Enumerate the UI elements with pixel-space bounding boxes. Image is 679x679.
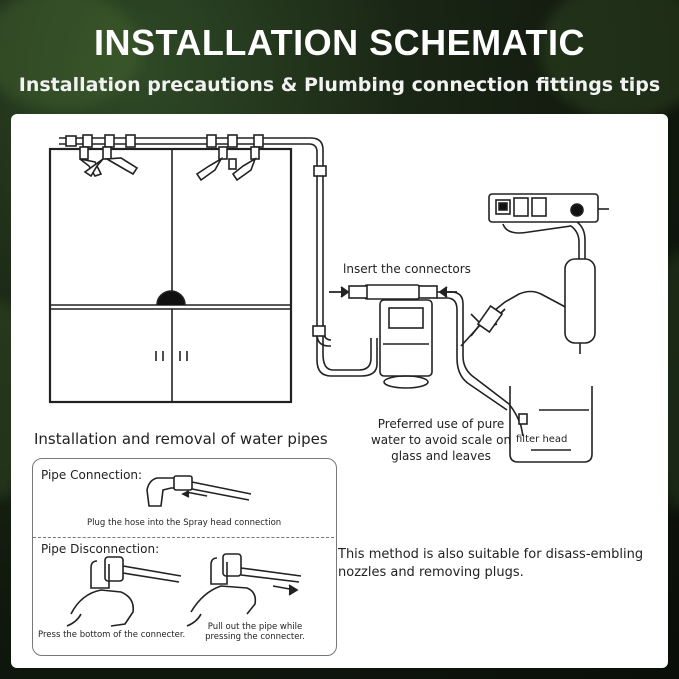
- pipe-connection-title: Pipe Connection:: [41, 468, 143, 482]
- spray-nozzles: [66, 135, 263, 180]
- page-subtitle: Installation precautions & Plumbing connection fittings tips: [18, 74, 661, 96]
- pipe-disconnection-title: Pipe Disconnection:: [41, 542, 160, 556]
- aquarium-cabinet: [50, 149, 291, 402]
- preferred-water-note: Preferred use of pure water to avoid scale on glass and leaves: [370, 417, 512, 463]
- pump: [349, 285, 509, 410]
- pull-caption: Pull out the pipe while pressing the connecter.: [205, 622, 305, 642]
- filter-head-label: filter head: [516, 434, 568, 445]
- pipe-connection-caption: Plug the hose into the Spray head connection: [87, 518, 282, 528]
- insert-connectors-label: lnsert the connectors: [343, 262, 471, 276]
- pipes-section-title: Installation and removal of water pipes: [34, 430, 328, 448]
- mist-tubing: [59, 138, 377, 376]
- method-note: This method is also suitable for disass-embling nozzles and removing plugs.: [338, 547, 644, 580]
- page-title: INSTALLATION SCHEMATIC: [94, 22, 585, 63]
- schematic-panel: [11, 114, 668, 668]
- power-adapter: [461, 222, 595, 354]
- press-caption: Press the bottom of the connecter.: [38, 630, 186, 640]
- power-strip: [489, 194, 609, 222]
- water-bucket: [509, 386, 592, 462]
- pipe-instructions-divider: [33, 537, 334, 538]
